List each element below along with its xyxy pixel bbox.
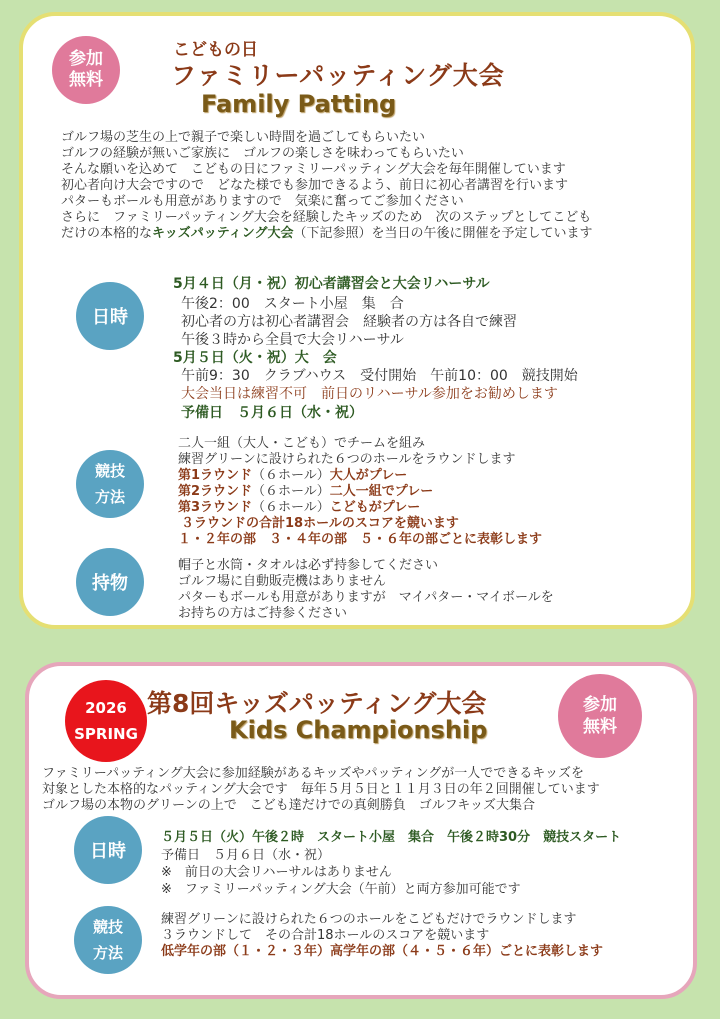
method-label2: 方法 [94,488,125,506]
round-number: 第1ラウンド [178,468,253,483]
kids-method-awards: 低学年の部（１・２・３年）高学年の部（４・５・６年）ごとに表彰します [161,944,604,959]
badge-line2: 無料 [69,70,103,90]
kids-schedule-line: 予備日 ５月６日（水・祝） [161,848,331,863]
round-player: 大人がプレー [329,468,408,483]
round-holes: （６ホール） [252,484,330,499]
kids-schedule-line: ※ 前日の大会リハーサルはありません [161,865,392,880]
year-text: 2026 [85,699,127,717]
kids-title-en: Kids Championship [229,716,488,744]
day1-title: 5月４日（月・祝）初心者講習会と大会リハーサル [173,276,490,292]
intro-line: 初心者向け大会ですので どなた様でも参加できるよう、前日に初心者講習を行います [61,178,569,193]
event-title-en: Family Patting [201,90,397,118]
items-line: ゴルフ場に自動販売機はありません [178,574,387,589]
round-number: 第2ラウンド [178,484,253,499]
round-player: こどもがプレー [329,500,421,515]
items-label: 持物 [92,573,128,594]
day1-line: 初心者の方は初心者講習会 経験者の方は各自で練習 [181,314,517,330]
intro-line: 対象とした本格的なパッティング大会です 毎年５月５日と１１月３日の年２回開催しています [42,782,600,797]
badge-line2: 無料 [583,717,617,737]
event-title: ファミリーパッティング大会 [171,61,505,90]
items-line: お持ちの方はご持参ください [178,606,348,621]
round-line [178,468,407,483]
method-line: 練習グリーンに設けられた６つのホールをラウンドします [178,452,516,467]
event-subtitle: こどもの日 [173,40,258,60]
round-line [178,484,433,499]
day1-line: 午後2：00 スタート小屋 集 合 [181,296,404,312]
round-line [178,500,420,515]
kids-event-ref: キッズパッティング大会 [152,226,294,241]
method-label2: 方法 [92,944,123,962]
schedule-badge [76,282,144,350]
intro-line-last [61,226,592,241]
kids-title: 第8回キッズパッティング大会 [147,689,487,718]
intro-text: （下記参照）を当日の午後に開催を予定しています [293,226,593,241]
method-badge [74,906,142,974]
free-entry-badge [52,36,120,104]
family-patting-card [19,12,695,629]
free-entry-badge [558,674,642,758]
kids-schedule-main: ５月５日（火）午後２時 スタート小屋 集合 午後２時30分 競技スタート [161,830,622,845]
round-holes: （６ホール） [252,500,330,515]
method-label1: 競技 [92,918,123,936]
badge-line1: 参加 [69,49,103,69]
intro-line: ゴルフ場の本物のグリーンの上で こども達だけでの真剣勝負 ゴルフキッズ大集合 [42,798,535,813]
method-total: ３ラウンドの合計18ホールのスコアを競います [181,516,459,531]
badge-line1: 参加 [583,695,617,715]
schedule-label: 日時 [92,307,128,328]
intro-line: ゴルフの経験が無いご家族に ゴルフの楽しさを味わってもらいたい [61,146,464,161]
round-player: 二人一組でプレー [329,484,434,499]
reserve-day: 予備日 ５月６日（水・祝） [181,405,363,421]
season-text: SPRING [74,725,138,743]
year-badge [65,680,147,762]
round-holes: （６ホール） [252,468,330,483]
method-badge [76,450,144,518]
kids-method-line: 練習グリーンに設けられた６つのホールをこどもだけでラウンドします [161,912,577,927]
intro-line: さらに ファミリーパッティング大会を経験したキッズのため 次のステップとしてこども [61,210,592,225]
items-badge [76,548,144,616]
intro-line: パターもボールも用意がありますので 気楽に奮ってご参加ください [61,194,464,209]
method-awards: １・２年の部 ３・４年の部 ５・６年の部ごとに表彰します [178,532,543,547]
schedule-label: 日時 [90,841,126,862]
day2-title: 5月５日（火・祝）大 会 [173,350,337,366]
kids-schedule-line: ※ ファミリーパッティング大会（午前）と両方参加可能です [161,882,521,897]
items-line: 帽子と水筒・タオルは必ず持参してください [178,558,439,573]
round-number: 第3ラウンド [178,500,253,515]
day2-line: 午前9：30 クラブハウス 受付開始 午前10：00 競技開始 [181,368,578,384]
method-label1: 競技 [94,462,125,480]
kids-method-line: ３ラウンドして その合計18ホールのスコアを競います [161,928,490,943]
schedule-badge [74,816,142,884]
intro-line: ファミリーパッティング大会に参加経験があるキッズやパッティングが一人でできるキッズを [42,766,584,781]
method-line: 二人一組（大人・こども）でチームを組み [178,436,426,451]
day2-note: 大会当日は練習不可 前日のリハーサル参加をお勧めします [181,386,558,402]
intro-line: そんな願いを込めて こどもの日にファミリーパッティング大会を毎年開催しています [61,162,566,177]
intro-line: ゴルフ場の芝生の上で親子で楽しい時間を過ごしてもらいたい [61,130,426,145]
items-line: パターもボールも用意がありますが マイパター・マイボールを [178,590,554,605]
kids-championship-card [25,662,697,999]
intro-text: だけの本格的な [61,226,153,241]
day1-line: 午後３時から全員で大会リハーサル [181,332,404,348]
